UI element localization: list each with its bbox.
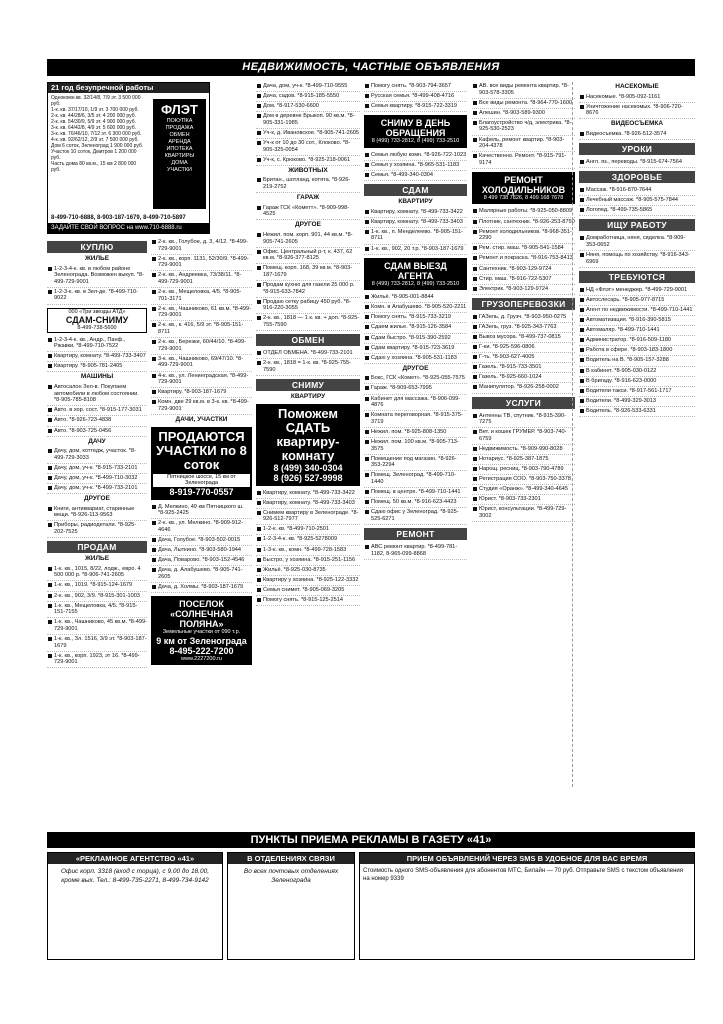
classified-ad: Продам кухню для газели 25 000 р. *8-915-633-7842 bbox=[256, 281, 360, 298]
ad-headline: СНИМУ В ДЕНЬ ОБРАЩЕНИЯ bbox=[380, 118, 451, 139]
classified-ad: ОТДЕЛ ОБМЕНА. *8-499-733-2101 bbox=[256, 349, 360, 359]
classified-ad: Студия «Оранж». *8-499-340-4645 bbox=[472, 485, 575, 495]
classified-ad: Автосалон Зел-в. Покупаем автомобили в любом состоянии. *8-905-785-8108 bbox=[47, 383, 147, 406]
classified-ad: ГАЗель, д. Грузч. *8-903-950-0275 bbox=[472, 313, 575, 323]
classified-ad: Продаю сетку рабицу 450 руб. *8-916-220-3055 bbox=[256, 298, 360, 315]
section-health: ЗДОРОВЬЕ bbox=[579, 171, 695, 183]
ad-list bbox=[151, 238, 252, 415]
classified-ad: Семья. *8-499-340-0304 bbox=[364, 171, 467, 181]
classified-ad: Няня, помощь по хозяйству. *8-916-343-6969 bbox=[579, 251, 695, 268]
section-header: НЕДВИЖИМОСТЬ, ЧАСТНЫЕ ОБЪЯВЛЕНИЯ bbox=[47, 59, 695, 76]
ad-list bbox=[47, 447, 147, 494]
classified-ad: Помогу снять. *8-915-125-2514 bbox=[256, 596, 360, 606]
subsection: КВАРТИРУ bbox=[290, 392, 326, 400]
ad-headline: СДАМ ВЫЕЗД АГЕНТА bbox=[384, 260, 447, 281]
dashed-divider bbox=[572, 82, 573, 787]
ad-phone: 8 499 738 7826, 8 499 168 7678 bbox=[483, 194, 564, 201]
flat-logo-block bbox=[153, 99, 206, 209]
classified-ad: Семья у хозяина. *8-965-531-1183 bbox=[364, 161, 467, 171]
column-5 bbox=[472, 82, 575, 787]
classified-ad: Жильё. *8-925-030-8735 bbox=[256, 566, 360, 576]
classified-ad: Квартиру, комнату. *8-499-733-3422 bbox=[256, 489, 360, 499]
subsection: ДРУГОЕ bbox=[84, 495, 110, 503]
flat-service: УЧАСТКИ bbox=[166, 167, 192, 173]
classified-ad: Дом. *8-917-530-6600 bbox=[256, 102, 360, 112]
classified-ad: Г-ть. *8-903-627-4005 bbox=[472, 353, 575, 363]
subsection: ЖИЛЬЕ bbox=[84, 255, 110, 262]
classified-ad: Автослесарь. *8-905-977-8715 bbox=[579, 296, 695, 306]
ad-phone: 8 (926) 527-9998 bbox=[273, 472, 343, 483]
classified-ad: НД «Флэт» менеджер. *8-499-729-9001 bbox=[579, 286, 695, 296]
reception-sms-text: Стоимость одного SMS-объявления для абонентов МТС, Билайн — 70 руб. Отправьте SMS с текстом объявления на номер 9339 bbox=[363, 868, 684, 882]
ad-list bbox=[256, 349, 360, 376]
classified-ad: Книги, антиквариат, старинные вещи. *8-926-113-9563 bbox=[47, 505, 147, 522]
classified-ad: Юрист. *8-903-733-2301 bbox=[472, 495, 575, 505]
classified-ad: Газель. *8-925-660-1024 bbox=[472, 373, 575, 383]
classified-ad: Снимем квартиру в Зеленограде. *8-926-512-7977 bbox=[256, 509, 360, 526]
classified-ad: Нарощ. ресниц. *8-903-790-4789 bbox=[472, 465, 575, 475]
classified-ad: 1-2-3-4-к. кв. в любом районе Зеленограда. Возможен выкуп. *8-499-729-9001 bbox=[47, 265, 147, 288]
reception-sms bbox=[359, 852, 695, 960]
ad-site: www.2227200.ru bbox=[181, 655, 222, 662]
classified-ad: Авто. *8-926-723-4838 bbox=[47, 416, 147, 426]
classified-ad: Алешин. *8-903-589-9300 bbox=[472, 109, 575, 119]
flat-service: ПРОДАЖА bbox=[165, 125, 194, 131]
classified-ad: Видеосъемка. *8-926-512-3574 bbox=[579, 130, 695, 140]
classified-ad: Кафель, ремонт квартир. *8-903-204-4378 bbox=[472, 136, 575, 153]
classified-ad: Дача, Поварово. *8-903-152-4546 bbox=[151, 556, 252, 566]
classified-ad: Быстро, у хозяина. *8-915-251-1156 bbox=[256, 556, 360, 566]
subsection: МАШИНЫ bbox=[80, 373, 114, 381]
classified-ad: Семья квартиру. *8-915-722-3319 bbox=[364, 102, 467, 112]
ad-phone: 8 (499) 733-2812, 8 (499) 733-2510 bbox=[371, 138, 460, 145]
section-job-wanted: ИЩУ РАБОТУ bbox=[579, 219, 695, 231]
classified-ad: Дачу, дом, уч-к. *8-915-733-2101 bbox=[47, 464, 147, 474]
classified-ad: Квартиру. *8-905-781-2405 bbox=[47, 362, 147, 372]
classified-ad: 2-к. кв., Голубое, д. 3, 4/12. *8-499-729-9001 bbox=[151, 238, 252, 255]
ad-list bbox=[579, 158, 695, 168]
classified-ad: Манипулятор. *8-926-258-0002 bbox=[472, 383, 575, 393]
section-exchange: ОБМЕН bbox=[256, 334, 360, 346]
classified-ad: 1-к. кв., Чашниково, 45 кв.м. *8-499-729-9001 bbox=[47, 618, 147, 635]
subsection: ДАЧУ bbox=[88, 437, 106, 445]
reception-post-title: В ОТДЕЛЕНИЯХ СВЯЗИ bbox=[228, 853, 354, 864]
ad-list bbox=[256, 489, 360, 607]
flat-agency-ad bbox=[47, 82, 210, 234]
classified-ad: Массаж. *8-916-870-7644 bbox=[579, 186, 695, 196]
classified-ad: Домработница, няня, сиделка. *8-909-353-0652 bbox=[579, 234, 695, 251]
ad-list bbox=[47, 565, 147, 669]
flat-listings bbox=[48, 93, 148, 175]
classified-ad: Сдам квартиру. *8-915-723-3619 bbox=[364, 344, 467, 354]
section-lessons: УРОКИ bbox=[579, 143, 695, 155]
ad-headline: РЕМОНТ ХОЛОДИЛЬНИКОВ bbox=[481, 174, 566, 195]
classified-ad: Рем. стир. маш. *8-905-541-1584 bbox=[472, 244, 575, 254]
classified-ad: Семья снимет. *8-905-069-3205 bbox=[256, 586, 360, 596]
classified-ad: Вывоз мусора. *8-499-737-0815 bbox=[472, 333, 575, 343]
ad-phone: 8-499-738-5600 bbox=[77, 325, 117, 332]
classified-ad: Ремонт холодильников. *8-968-351-2290 bbox=[472, 228, 575, 245]
classified-ad: 4-к. кв., ул. Ленинградская. *8-499-729-9001 bbox=[151, 372, 252, 389]
classified-ad: В кабинет. *8-905-030-0122 bbox=[579, 367, 695, 377]
classified-ad: Дача, дом, уч-к. *8-499-710-9555 bbox=[256, 82, 360, 92]
flat-listing-row: Дом 6 соток, Зеленоград 1 900 000 руб. bbox=[51, 143, 144, 149]
classified-ad: 2-к. кв., к. 416, 5/9 эт. *8-905-151-8711 bbox=[151, 321, 252, 338]
column-2 bbox=[151, 238, 252, 788]
section-repair: РЕМОНТ bbox=[364, 528, 467, 540]
ad-list bbox=[579, 93, 695, 120]
classified-ad: АВ. все виды ремонта квартир. *8-903-578-3305 bbox=[472, 82, 575, 99]
classified-ad: Квартиру, комнату. *8-499-733-3407 bbox=[47, 352, 147, 362]
ad-list bbox=[579, 186, 695, 216]
classified-ad: Электрик. *8-903-129-9724 bbox=[472, 285, 575, 295]
classified-ad: Д. Мелкино, 49 км Пятницкого ш. *8-925-2425 bbox=[151, 503, 252, 520]
ad-list bbox=[47, 265, 147, 305]
classified-ad: Помогу снять. *8-915-733-3219 bbox=[364, 313, 467, 323]
subsection: ЖИЛЬЕ bbox=[84, 555, 110, 563]
subsection: ГАРАЖ bbox=[296, 194, 320, 202]
ad-sdam bbox=[364, 258, 467, 291]
column-1 bbox=[47, 238, 147, 788]
ad-company: 000 «Три звезды АТД» bbox=[68, 308, 126, 315]
classified-ad: Водители. *8-499-329-3013 bbox=[579, 397, 695, 407]
classified-ad: Дом в деревне Брыкоп. 90 кв.м. *8-905-331-1985 bbox=[256, 112, 360, 129]
ad-three-stars bbox=[47, 308, 147, 333]
classified-ad: Уч-к, с. Крюково. *8-925-218-0061 bbox=[256, 156, 360, 166]
ad-headline: Поможем СДАТЬ квартиру-комнату bbox=[276, 405, 340, 463]
classified-ad: 2-к. кв., 1818 = 1-к. кв. *8-925-755-7590 bbox=[256, 359, 360, 376]
classified-ad: Дача, д. Холмы. *8-903-187-1679 bbox=[151, 583, 252, 593]
flat-service: ДОМА bbox=[171, 160, 188, 166]
classified-ad: Гараж ГСК «Кометт». *8-909-998-4525 bbox=[256, 204, 360, 221]
section-buy: КУПЛЮ bbox=[47, 241, 147, 253]
ad-list bbox=[256, 231, 360, 331]
classified-ad: Логопед. *8-499-735-5865 bbox=[579, 206, 695, 216]
classified-ad: Сантехник. *8-903-129-9724 bbox=[472, 265, 575, 275]
ad-text: Земельные участки от 090 т.р. bbox=[162, 629, 241, 635]
ad-list bbox=[256, 204, 360, 221]
section-rent-out: СДАМ bbox=[364, 184, 467, 196]
ad-sdat bbox=[256, 404, 360, 486]
classified-ad: Квартиру, комнату. *8-499-733-3422 bbox=[364, 208, 467, 218]
ad-list bbox=[364, 293, 467, 364]
classified-ad: АВС ремонт квартир. *8-499-781-1182, 8-965-099-8868 bbox=[364, 543, 467, 560]
classified-ad: Комн. в Алабушево. *8-905-520-2211 bbox=[364, 303, 467, 313]
flat-listing-row: Участок 10 соток, Дмитров 1 200 000 руб. bbox=[51, 149, 137, 161]
classified-ad: Гараж. *8-909-653-7995 bbox=[364, 384, 467, 394]
classified-ad: Уч-к от 10 до 30 сот., Клоково. *8-905-325-0054 bbox=[256, 139, 360, 156]
classified-ad: Недвижимость. *8-909-990-8028 bbox=[472, 445, 575, 455]
classified-ad: Г-ки. *8-925-596-0806 bbox=[472, 343, 575, 353]
classified-ad: Помещение под магазин. *8-926-353-2294 bbox=[364, 455, 467, 472]
classified-ad: 2-к. кв., Чашниково, 61 кв.м. *8-499-729-9001 bbox=[151, 305, 252, 322]
reception-agency bbox=[47, 852, 223, 960]
ad-list bbox=[364, 208, 467, 255]
classified-ad: 2-к. кв., Андреевка, 73/38/11. *8-499-729-9001 bbox=[151, 271, 252, 288]
flat-question: ЗАДАЙТЕ СВОЙ ВОПРОС на www.710-6888.ru bbox=[48, 223, 209, 233]
ad-list bbox=[47, 336, 147, 373]
section-cargo: ГРУЗОПЕРЕВОЗКИ bbox=[472, 298, 575, 310]
classified-ad: Газель. *8-915-733-3501 bbox=[472, 363, 575, 373]
ad-snimu bbox=[364, 115, 467, 148]
classified-ad: Комн. две 29 кв.м. в 3-к. кв. *8-499-729-9001 bbox=[151, 398, 252, 415]
ad-headline: ПРОДАЮТСЯ УЧАСТКИ по 8 соток bbox=[156, 428, 247, 472]
classified-ad: Бокс, ГСК «Комет». *8-925-055-7575 bbox=[364, 374, 467, 384]
classified-ad: Британ., шотланд. котята. *8-926-219-2752 bbox=[256, 176, 360, 193]
classified-ad: Кабинет для массажа. *8-906-099-4876 bbox=[364, 395, 467, 412]
classified-ad: Агент по недвижимости. *8-499-710-1441 bbox=[579, 306, 695, 316]
reception-agency-title: «РЕКЛАМНОЕ АГЕНТСТВО «41» bbox=[48, 853, 222, 864]
classified-ad: Приборы, радиодетали. *8-925-202-7525 bbox=[47, 521, 147, 538]
classified-ad: Малярные работы. *8-925-050-8809 bbox=[472, 207, 575, 217]
ad-list bbox=[472, 207, 575, 294]
classified-ad: Помещ. Зеленоград. *8-499-710-1440 bbox=[364, 471, 467, 488]
classified-ad: Благоустройство ч/д, электрика. *8-925-530-2523 bbox=[472, 119, 575, 136]
classified-ad: 1-2-3-4-к. кв. *8-925-5278009 bbox=[256, 535, 360, 545]
reception-agency-text: Офис корп. 3318 (вход с торца), с 9.00 до 18.00, кроме вых. Тел.: 8-499-735-2271, 8-499-734-9142 bbox=[60, 868, 210, 884]
classified-ad: Жильё. *8-905-001-8844 bbox=[364, 293, 467, 303]
section-services: УСЛУГИ bbox=[472, 397, 575, 409]
classified-ad: Водитель на B. *8-905-157-3288 bbox=[579, 356, 695, 366]
flat-listing-row: 2-к. кв. 54/30/9, 5/9 эт. 4 900 000 руб. bbox=[51, 119, 136, 125]
ad-list bbox=[364, 543, 467, 560]
subsection: ВИДЕОСЪЕМКА bbox=[610, 120, 664, 128]
classified-ad: Сдам быстро. *8-915-390-2592 bbox=[364, 334, 467, 344]
classified-ad: Помещ. 50 кв.м. *8-916-623-4423 bbox=[364, 498, 467, 508]
classified-ad: Уч-к, д. Ивановское. *8-905-741-2605 bbox=[256, 129, 360, 139]
classified-ad: Нежил. пом. корп. 901, 44 кв.м. *8-905-741-2605 bbox=[256, 231, 360, 248]
classified-ad: В бригаду. *8-916-623-0000 bbox=[579, 377, 695, 387]
ad-list bbox=[579, 286, 695, 417]
flat-listing-row: 2-к. кв. 44/28/6, 3/5 эт. 4 200 000 руб. bbox=[51, 113, 136, 119]
flat-service: КВАРТИРЫ bbox=[164, 153, 195, 159]
classified-ad: Квартиру. *8-903-187-1679 bbox=[151, 388, 252, 398]
classified-ad: Семья любую комн. *8-926-722-1023 bbox=[364, 151, 467, 161]
flat-listing-row: 1-к. кв. 37/17/10, 1/9 эт. 3 700 000 руб. bbox=[51, 107, 139, 113]
ad-list bbox=[256, 176, 360, 193]
flat-listing-row: Однокомн.кв. 32/14/8, 7/9 эт. 3 500 000 руб. bbox=[51, 95, 141, 107]
reception-post-text: Во всех почтовых отделениях Зеленограда bbox=[243, 868, 339, 884]
subsection: ДАЧИ, УЧАСТКИ bbox=[175, 415, 228, 423]
classified-ad: Антенны ТВ, спутник. *8-915-390-7275 bbox=[472, 412, 575, 429]
ad-list bbox=[472, 82, 575, 169]
ad-fridge-repair bbox=[472, 172, 575, 205]
classified-ad: Сдаю офис у Зеленоград. *8-925-525-6271 bbox=[364, 508, 467, 525]
ad-slogan: СДАМ-СНИМУ bbox=[65, 315, 129, 326]
flat-listing-row: Часть дома 80 кв.м., 15 км 2 800 000 руб. bbox=[51, 161, 137, 173]
classified-ad: Помогу снять. *8-903-794-3657 bbox=[364, 82, 467, 92]
classified-ad: Все виды ремонта. *8-964-770-1600 bbox=[472, 99, 575, 109]
ad-list bbox=[256, 82, 360, 166]
ad-solnechnaya bbox=[151, 596, 252, 665]
classified-ad: 2-к. кв., Мещеловка, 4/5. *8-905-701-3171 bbox=[151, 288, 252, 305]
flat-listing-row: 3-к. кв. 64/42/8, 4/9 эт. 5 600 000 руб. bbox=[51, 125, 136, 131]
classified-ad: Сдаю у хозяина. *8-905-531-1183 bbox=[364, 354, 467, 364]
classified-ad: Помещ. корп. 168, 39 кв.м. *8-903-187-1679 bbox=[256, 264, 360, 281]
classified-ad: Работа в сфере. *8-903-183-1800 bbox=[579, 346, 695, 356]
subsection: ЖИВОТНЫХ bbox=[288, 166, 328, 174]
classified-ad: Квартиру у хозяина. *8-925-122-3332 bbox=[256, 576, 360, 586]
ad-list bbox=[364, 151, 467, 181]
classified-ad: Нотариус. *8-925-387-1875 bbox=[472, 455, 575, 465]
ad-headline: ПОСЕЛОК «СОЛНЕЧНАЯ ПОЛЯНА» bbox=[170, 599, 233, 629]
section-sell: ПРОДАМ bbox=[47, 541, 147, 553]
ad-list bbox=[472, 313, 575, 394]
classified-ad: Дача, садов. *8-915-185-5550 bbox=[256, 92, 360, 102]
classified-ad: 1-к. кв., 902, 20 т.р. *8-903-187-1679 bbox=[364, 245, 467, 255]
classified-ad: Водители такси. *8-917-561-1717 bbox=[579, 387, 695, 397]
classified-ad: Авто. в хор. сост. *8-915-177-3031 bbox=[47, 406, 147, 416]
classified-ad: 2-к. кв., 1818 — 1 к. кв. + доп. *8-925-755-7590 bbox=[256, 314, 360, 331]
subsection: НАСЕКОМЫЕ bbox=[615, 83, 659, 90]
classified-ad: Авто. *8-903-725-0456 bbox=[47, 427, 147, 437]
subsection: ДРУГОЕ bbox=[402, 364, 429, 372]
classified-ad: Нежил. пом. 100 кв.м. *8-905-713-3575 bbox=[364, 438, 467, 455]
column-6 bbox=[579, 82, 695, 787]
flat-title: 21 год безупречной работы bbox=[48, 83, 209, 93]
classified-ad: Дача, Лыткино. *8-903-580-1944 bbox=[151, 546, 252, 556]
flat-listing-row: 4-к. кв. 92/62/12, 2/9 эт. 7 500 000 руб. bbox=[51, 137, 139, 143]
reception-post bbox=[227, 852, 355, 960]
ad-list bbox=[472, 412, 575, 523]
flat-service: ИПОТЕКА bbox=[166, 146, 193, 152]
classified-ad: 1-к. кв., 1019. *8-915-124-1679 bbox=[47, 581, 147, 591]
ad-list bbox=[47, 505, 147, 538]
classified-ad: Дача, д. Алабушево. *8-905-741-2605 bbox=[151, 566, 252, 583]
flat-service: ПОКУПКА bbox=[166, 118, 193, 124]
classified-ad: Водитель. *8-926-533-6331 bbox=[579, 407, 695, 417]
classified-ad: Стир. маш. *8-916-722-5307 bbox=[472, 275, 575, 285]
classified-ad: 2-к. кв., корп. 1131, 52/30/9. *8-499-729-9001 bbox=[151, 255, 252, 272]
classified-ad: 1-к. кв., п. Менделеево. *8-905-151-8711 bbox=[364, 228, 467, 245]
classified-ad: Сдаем жилье. *8-915-126-3584 bbox=[364, 323, 467, 333]
classified-ad: Автоматизация. *8-916-390-5815 bbox=[579, 316, 695, 326]
classified-ad: Насекомые. *8-905-092-1161 bbox=[579, 93, 695, 103]
section-vacancies: ТРЕБУЮТСЯ bbox=[579, 271, 695, 283]
classified-ad: 1-2-3-4-к. кв., Андр., Панф., Ржавки. *8-499-710-7522 bbox=[47, 336, 147, 353]
classified-ad: Помещ. в центре. *8-499-710-1441 bbox=[364, 488, 467, 498]
classified-ad: Дачу, дом, уч-к. *8-499-710-3032 bbox=[47, 474, 147, 484]
classified-ad: 1-к. кв., 1015, 8/22, лодж., евро. 4 500 000 р. *8-906-741-2605 bbox=[47, 565, 147, 582]
classified-ad: Лечебный массаж. *8-905-575-7844 bbox=[579, 196, 695, 206]
classified-ad: 1-к. кв., корп. 1923, эт 16. *8-499-729-9001 bbox=[47, 652, 147, 669]
classified-ad: Англ. яз., переводы. *8-915-674-7564 bbox=[579, 158, 695, 168]
classified-ad: Квартиру, комнату. *8-499-733-3403 bbox=[364, 218, 467, 228]
ad-phone: 8 (499) 340-0304 bbox=[273, 462, 343, 473]
classified-ad: Дача, Голубое. *8-903-502-0015 bbox=[151, 536, 252, 546]
classified-ad: Нежил. пом. *8-925-808-1350 bbox=[364, 428, 467, 438]
classified-ad: Администратор. *8-916-509-1180 bbox=[579, 336, 695, 346]
classified-ad: Плотник, сантехник. *8-926-253-8750 bbox=[472, 218, 575, 228]
flat-listing-row: 3-к. кв. 76/46/10, 7/12 эт. 6 300 000 руб. bbox=[51, 131, 142, 137]
classified-ad: Вет. и кошек ГРУМЕР. *8-903-740-6759 bbox=[472, 428, 575, 445]
classified-ad: Автомаляр. *8-499-710-1441 bbox=[579, 326, 695, 336]
ad-phone: 8-495-222-7200 bbox=[169, 645, 234, 656]
classified-ad: 1-2-к. кв. *8-499-710-2501 bbox=[256, 525, 360, 535]
classified-ad: Дачу, дом, уч-к. *8-499-733-2101 bbox=[47, 484, 147, 494]
ad-text: Пятницкое шоссе, 15 км от Зеленограда bbox=[153, 474, 250, 487]
classified-ad: Ремонт и покраска. *8-916-753-8413 bbox=[472, 254, 575, 264]
reception-title: ПУНКТЫ ПРИЕМА РЕКЛАМЫ В ГАЗЕТУ «41» bbox=[47, 832, 695, 848]
flat-service: ОБМЕН bbox=[169, 132, 190, 138]
classified-ad: 3-к. кв., Чашниково, 69/47/10. *8-499-729-9001 bbox=[151, 355, 252, 372]
ad-list bbox=[364, 82, 467, 112]
subsection: ДРУГОЕ bbox=[295, 221, 321, 229]
classified-ad: Юрист, консультации. *8-499-729-3002 bbox=[472, 505, 575, 522]
ad-list bbox=[579, 234, 695, 267]
classified-ad: Качественно. Ремонт. *8-915-791-9174 bbox=[472, 152, 575, 169]
classified-ad: Квартиру, комнату. *8-499-733-3403 bbox=[256, 499, 360, 509]
classified-ad: Русская семья. *8-499-408-4716 bbox=[364, 92, 467, 102]
ad-phone: 8-919-770-0557 bbox=[169, 486, 234, 497]
section-rent-wanted: СНИМУ bbox=[256, 379, 360, 391]
classified-ad: 1-к. кв., Зл. 1516, 3/9 эт. *8-903-187-1679 bbox=[47, 635, 147, 652]
flat-phone: 8-499-710-6888, 8-903-187-1679, 8-499-710-5897 bbox=[51, 215, 186, 221]
classified-ad: 2-к. кв., 902, 3/9. *8-915-301-1003 bbox=[47, 592, 147, 602]
ad-list bbox=[579, 130, 695, 140]
classified-ad: 1-3-к. кв., комн. *8-499-728-1583 bbox=[256, 546, 360, 556]
classified-ad: 1-к. кв., Мещеловка, 4/5. *8-915-151-7155 bbox=[47, 602, 147, 619]
ad-text: 9 км от Зеленограда bbox=[156, 635, 247, 646]
classified-ad: Уничтожение насекомых. *8-906-720-8676 bbox=[579, 103, 695, 120]
column-4 bbox=[364, 82, 467, 787]
classified-ad: 1-2-3-к. кв. в Зел-де. *8-499-710-9022 bbox=[47, 288, 147, 305]
subsection: КВАРТИРУ bbox=[398, 198, 433, 206]
classified-ad: 2-к. кв., ул. Мелкино. *8-909-912-4646 bbox=[151, 519, 252, 536]
ad-plots bbox=[151, 427, 252, 500]
ad-list bbox=[47, 383, 147, 437]
classified-ad: 2-к. кв., Березки, 60/44/10. *8-499-729-9001 bbox=[151, 338, 252, 355]
ad-phone: 8 (499) 733-2812, 8 (499) 733-2510 bbox=[371, 280, 460, 287]
classified-ad: Дачу, дом, коттедж, участок. *8-499-729-3033 bbox=[47, 447, 147, 464]
column-3 bbox=[256, 82, 360, 787]
classified-ad: Регистрация СОО. *8-903-750-3378 bbox=[472, 475, 575, 485]
classified-ad: Офис. Центральный р-т, к. 437, 62 кв.м. *8-926-377-8125 bbox=[256, 248, 360, 265]
flat-services bbox=[156, 118, 203, 174]
ad-list bbox=[151, 503, 252, 593]
ad-list bbox=[364, 374, 467, 525]
flat-service: АРЕНДА bbox=[168, 139, 191, 145]
classified-ad: ГАЗель, груз. *8-925-343-7763 bbox=[472, 323, 575, 333]
ad-reception-points bbox=[47, 832, 695, 962]
reception-sms-title: ПРИЕМ ОБЪЯВЛЕНИЙ ЧЕРЕЗ SMS В УДОБНОЕ ДЛЯ ВАС ВРЕМЯ bbox=[360, 853, 694, 864]
flat-logo: ФЛЭТ bbox=[161, 102, 198, 117]
classified-ad: Комната переговорная. *8-915-375-3719 bbox=[364, 411, 467, 428]
